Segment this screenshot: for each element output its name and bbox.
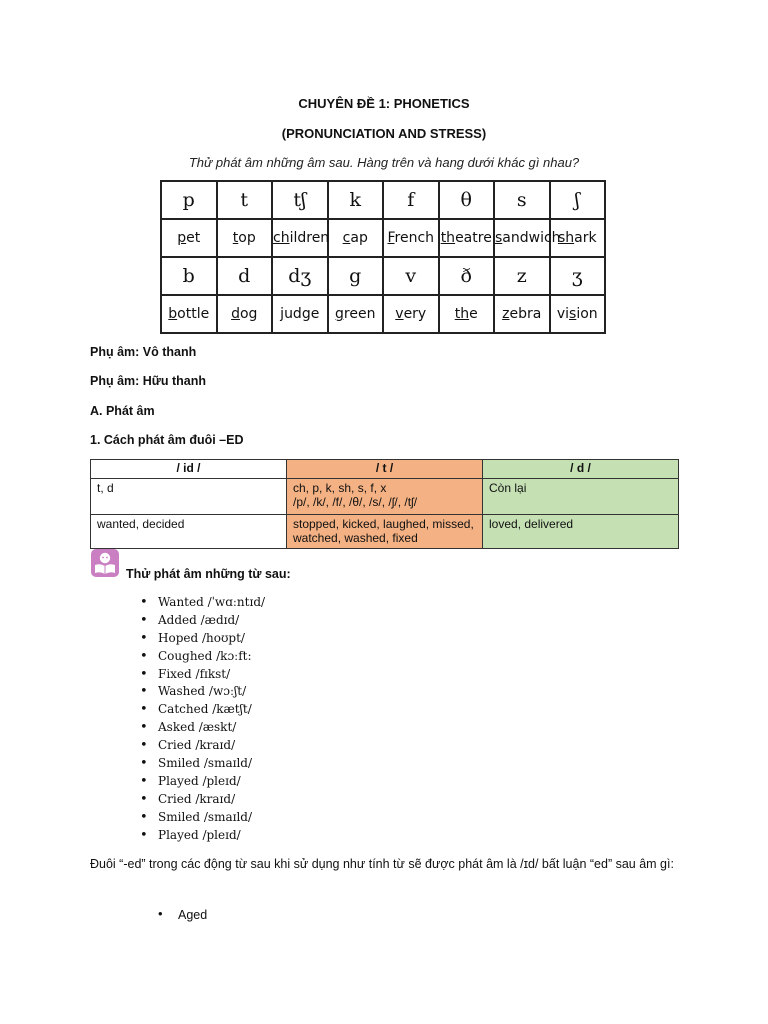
underlined-sound: F <box>387 230 395 246</box>
voiced-symbol-cell: d <box>217 257 273 295</box>
header-d: / d / <box>483 460 679 479</box>
word-suffix: andwich <box>502 230 561 246</box>
word-suffix: og <box>239 306 258 322</box>
practice-word-list <box>140 594 265 844</box>
word-suffix: ion <box>576 306 598 322</box>
section-a-heading: A. Phát âm <box>90 404 155 418</box>
voiceless-example-word <box>383 219 439 257</box>
underlined-sound: sh <box>557 230 575 246</box>
underlined-sound: j <box>280 306 285 322</box>
voiceless-symbol-cell: ʃ <box>550 181 606 219</box>
list-item: • Fixed /fɪkst/ <box>140 666 265 684</box>
voiced-example-word <box>439 295 495 333</box>
aged-item: Aged <box>178 908 208 922</box>
document-title: CHUYÊN ĐỀ 1: PHONETICS <box>298 96 470 111</box>
ed-table-rule-row <box>91 479 679 515</box>
voiced-example-word <box>383 295 439 333</box>
ed-table-example-row <box>91 515 679 549</box>
list-item: • Played /pleɪd/ <box>140 827 265 845</box>
underlined-sound: g <box>335 306 344 322</box>
list-item: • Coughed /kɔːft: <box>140 648 265 666</box>
header-id: / id / <box>91 460 287 479</box>
voiceless-example-word <box>494 219 561 257</box>
voiced-example-word <box>328 295 384 333</box>
list-item: • Cried /kraɪd/ <box>140 737 265 755</box>
underlined-sound: t <box>232 230 239 246</box>
voiced-symbol-cell: g <box>328 257 384 295</box>
voiced-symbol-cell: ʒ <box>550 257 606 295</box>
list-item: • Asked /æskt/ <box>140 719 265 737</box>
aged-bullet-icon: • <box>158 906 163 921</box>
rule-d: Còn lại <box>483 479 679 515</box>
word-suffix: ottle <box>177 306 210 322</box>
adjective-ed-note: Đuôi “-ed” trong các động từ sau khi sử dụng như tính từ sẽ được phát âm là /ɪd/ bất luận “ed” sau âm gì: <box>90 857 674 871</box>
instruction-text: Thử phát âm những âm sau. Hàng trên và hang dưới khác gì nhau? <box>188 155 580 170</box>
word-suffix: ark <box>574 230 597 246</box>
voiced-word-row <box>161 295 605 333</box>
voiceless-example-word <box>161 219 217 257</box>
voiceless-symbol-cell: tʃ <box>272 181 328 219</box>
underlined-sound: th <box>454 306 470 322</box>
word-suffix: et <box>186 230 201 246</box>
voiced-symbol-cell: dʒ <box>272 257 328 295</box>
list-item: • Hoped /hoʊpt/ <box>140 630 265 648</box>
word-suffix: ap <box>350 230 368 246</box>
voiced-example-word <box>272 295 328 333</box>
word-suffix: ildren <box>289 230 330 246</box>
list-item: • Cried /kraɪd/ <box>140 791 265 809</box>
voiceless-symbol-cell: t <box>217 181 273 219</box>
voiceless-example-word <box>328 219 384 257</box>
underlined-sound: s <box>569 306 577 322</box>
voiceless-symbol-row <box>161 181 605 219</box>
underlined-sound: ch <box>273 230 290 246</box>
underlined-sound: s <box>495 230 503 246</box>
voiced-label: Phụ âm: Hữu thanh <box>90 374 206 388</box>
word-suffix: eatre <box>455 230 492 246</box>
rule-id: t, d <box>91 479 287 515</box>
word-suffix: rench <box>394 230 435 246</box>
underlined-sound: d <box>231 306 240 322</box>
list-item: • Smiled /smaɪld/ <box>140 809 265 827</box>
ed-table-header-row <box>91 460 679 479</box>
list-item: • Catched /kætʃt/ <box>140 701 265 719</box>
underlined-sound: z <box>502 306 510 322</box>
voiced-symbol-cell: v <box>383 257 439 295</box>
voiceless-symbol-cell: p <box>161 181 217 219</box>
header-t: / t / <box>287 460 483 479</box>
underlined-sound: p <box>177 230 187 246</box>
voiceless-example-word <box>217 219 273 257</box>
underlined-sound: v <box>395 306 404 322</box>
voiceless-word-row <box>161 219 605 257</box>
voiced-example-word <box>217 295 273 333</box>
underlined-sound: b <box>168 306 178 322</box>
voiced-example-word <box>161 295 217 333</box>
word-prefix: vi <box>556 306 570 322</box>
rule-t: ch, p, k, sh, s, f, x /p/, /k/, /f/, /θ/, /s/, /ʃ/, /tʃ/ <box>287 479 483 515</box>
example-id: wanted, decided <box>91 515 287 549</box>
list-item: • Smiled /smaɪld/ <box>140 755 265 773</box>
voiceless-symbol-cell: k <box>328 181 384 219</box>
voiced-symbol-cell: ð <box>439 257 495 295</box>
word-suffix: e <box>469 306 478 322</box>
voiceless-label: Phụ âm: Vô thanh <box>90 345 197 359</box>
voiced-example-word <box>494 295 550 333</box>
list-item: • Played /pleɪd/ <box>140 773 265 791</box>
word-suffix: ebra <box>509 306 542 322</box>
example-t: stopped, kicked, laughed, missed, watched, washed, fixed <box>287 515 483 549</box>
voiceless-example-word <box>272 219 328 257</box>
list-item: • Wanted /ˈwɑːntɪd/ <box>140 594 265 612</box>
practice-title: Thử phát âm những từ sau: <box>126 567 291 581</box>
word-suffix: op <box>238 230 256 246</box>
word-suffix: udge <box>284 306 320 322</box>
example-d: loved, delivered <box>483 515 679 549</box>
voiceless-example-word <box>550 219 606 257</box>
voiceless-symbol-cell: f <box>383 181 439 219</box>
underlined-sound: c <box>342 230 351 246</box>
voiced-symbol-row <box>161 257 605 295</box>
voiced-symbol-cell: b <box>161 257 217 295</box>
reading-icon <box>90 548 120 578</box>
phonetic-grid <box>160 180 606 334</box>
ed-pronunciation-table <box>90 459 679 549</box>
underlined-sound: th <box>440 230 456 246</box>
voiceless-symbol-cell: s <box>494 181 550 219</box>
voiceless-example-word <box>439 219 495 257</box>
document-subtitle: (PRONUNCIATION AND STRESS) <box>281 126 487 141</box>
list-item: • Washed /wɔːʃt/ <box>140 683 265 701</box>
voiced-example-word <box>550 295 606 333</box>
voiced-symbol-cell: z <box>494 257 550 295</box>
section-1-heading: 1. Cách phát âm đuôi –ED <box>90 433 244 447</box>
word-suffix: reen <box>343 306 376 322</box>
word-suffix: ery <box>403 306 427 322</box>
list-item: • Added /ædɪd/ <box>140 612 265 630</box>
voiceless-symbol-cell: θ <box>439 181 495 219</box>
